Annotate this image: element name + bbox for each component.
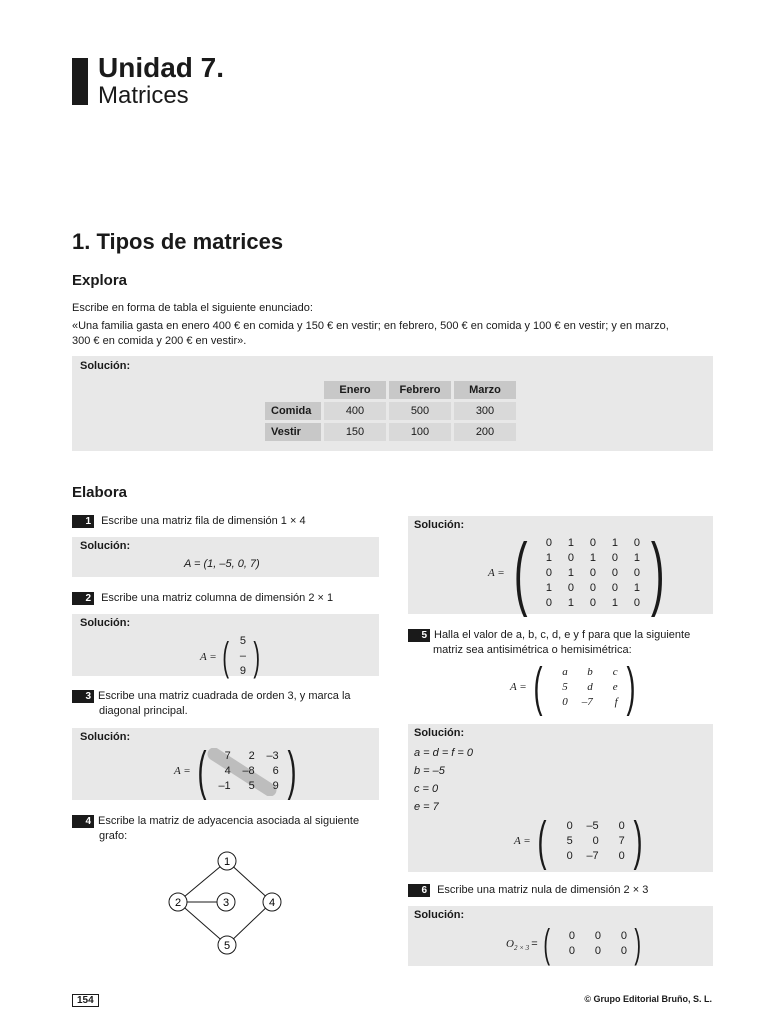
matrix-cell: 0 bbox=[594, 945, 601, 957]
matrix-cell: 0 bbox=[633, 596, 641, 609]
left-paren: ( bbox=[197, 741, 207, 801]
matrix-cell: 0 bbox=[562, 695, 568, 708]
left-paren: ( bbox=[222, 634, 229, 679]
matrix-cell: 0 bbox=[611, 551, 619, 564]
question-number: 5 bbox=[408, 629, 430, 642]
question-text: diagonal principal. bbox=[99, 705, 188, 717]
question-text: Escribe una matriz cuadrada de orden 3, y marca la bbox=[98, 690, 351, 702]
matrix-cell: 0 bbox=[566, 819, 573, 832]
solution-label: Solución: bbox=[80, 540, 131, 552]
table-header: Enero bbox=[324, 381, 386, 399]
svg-text:2: 2 bbox=[174, 897, 182, 909]
explora-heading: Explora bbox=[72, 272, 128, 289]
matrix-cell: 1 bbox=[633, 551, 641, 564]
matrix-cell: –8 bbox=[242, 764, 255, 777]
table-header: Marzo bbox=[454, 381, 516, 399]
matrix-cell: 0 bbox=[545, 566, 553, 579]
matrix-cell: 0 bbox=[633, 566, 641, 579]
matrix-cell: 0 bbox=[620, 945, 627, 957]
matrix-cell: 0 bbox=[594, 930, 601, 942]
matrix-cell: 0 bbox=[620, 930, 627, 942]
solution-label: Solución: bbox=[414, 909, 465, 921]
matrix-cell: 1 bbox=[567, 596, 575, 609]
matrix-cell: 0 bbox=[633, 536, 641, 549]
table-cell: 200 bbox=[454, 423, 516, 441]
explora-line3: 300 € en comida y 200 € en vestir». bbox=[72, 335, 247, 347]
matrix-cell: 1 bbox=[611, 596, 619, 609]
matrix-cell: 7 bbox=[224, 749, 231, 762]
matrix-cell: 1 bbox=[567, 566, 575, 579]
question-number: 3 bbox=[72, 690, 94, 703]
explora-line2: «Una familia gasta en enero 400 € en comida y 150 € en vestir; en febrero, 500 € en comida y 100 € en vestir; y en marzo, bbox=[72, 320, 669, 332]
solution-line: a = d = f = 0 bbox=[414, 747, 474, 759]
matrix-cell: 0 bbox=[589, 596, 597, 609]
solution-label: Solución: bbox=[414, 727, 465, 739]
graph-node bbox=[218, 852, 236, 870]
matrix-lhs: A = bbox=[174, 765, 191, 777]
question-text: Escribe una matriz nula de dimensión 2 × 3 bbox=[437, 884, 649, 896]
matrix-cell: 1 bbox=[545, 551, 553, 564]
q1-solution-box bbox=[72, 537, 379, 577]
matrix-cell: e bbox=[612, 680, 618, 693]
matrix-cell: 0 bbox=[568, 930, 575, 942]
q6-matrix bbox=[506, 924, 644, 964]
expenses-table bbox=[262, 378, 519, 444]
right-paren: ) bbox=[626, 657, 636, 717]
left-paren: ( bbox=[537, 811, 547, 871]
matrix-lhs: O bbox=[506, 938, 514, 950]
matrix-cell: 0 bbox=[592, 834, 599, 847]
matrix-cell: 1 bbox=[611, 536, 619, 549]
matrix-cell: 0 bbox=[567, 551, 575, 564]
left-paren: ( bbox=[513, 527, 528, 618]
matrix-lhs: A = bbox=[514, 835, 531, 847]
table-row-label: Comida bbox=[265, 402, 321, 420]
table-cell: 400 bbox=[324, 402, 386, 420]
matrix-lhs: A = bbox=[510, 681, 527, 693]
matrix-cell: 2 bbox=[248, 749, 255, 762]
q6-solution-box bbox=[408, 906, 713, 966]
matrix-cell: 0 bbox=[568, 945, 575, 957]
unit-subtitle: Matrices bbox=[98, 82, 189, 109]
question-4 bbox=[72, 814, 379, 844]
table-cell: 500 bbox=[389, 402, 451, 420]
question-3 bbox=[72, 689, 379, 719]
matrix-cell: c bbox=[612, 665, 618, 678]
question-text: grafo: bbox=[99, 830, 128, 842]
unit-bar bbox=[72, 58, 88, 105]
q5-solution-box bbox=[408, 724, 713, 872]
right-paren: ) bbox=[633, 811, 643, 871]
question-text: matriz sea antisimétrica o hemisimétrica: bbox=[433, 644, 632, 656]
table-cell: 300 bbox=[454, 402, 516, 420]
right-paren: ) bbox=[253, 634, 261, 679]
question-text: Halla el valor de a, b, c, d, e y f para que la siguiente bbox=[434, 629, 691, 641]
right-paren: ) bbox=[634, 922, 641, 966]
matrix-cell: 0 bbox=[618, 819, 625, 832]
question-text: Escribe una matriz fila de dimensión 1 × 4 bbox=[101, 515, 306, 527]
q2-solution-box bbox=[72, 614, 379, 679]
matrix-cell: 0 bbox=[589, 581, 597, 594]
matrix-cell: d bbox=[587, 680, 593, 693]
matrix-cell: 5 bbox=[566, 834, 573, 847]
solution-line: e = 7 bbox=[414, 801, 439, 813]
explora-line1: Escribe en forma de tabla el siguiente enunciado: bbox=[72, 302, 313, 314]
question-6 bbox=[408, 883, 648, 898]
elabora-heading: Elabora bbox=[72, 484, 128, 501]
table-header: Febrero bbox=[389, 381, 451, 399]
matrix-cell: 0 bbox=[618, 849, 625, 862]
solution-line: c = 0 bbox=[414, 783, 439, 795]
question-text: Escribe la matriz de adyacencia asociada al siguiente bbox=[98, 815, 360, 827]
question-text: Escribe una matriz columna de dimensión 2 × 1 bbox=[101, 592, 334, 604]
matrix-cell: –3 bbox=[266, 749, 279, 762]
q3-matrix bbox=[174, 741, 301, 801]
matrix-cell: f bbox=[614, 695, 618, 708]
right-paren: ) bbox=[287, 741, 297, 801]
matrix-cell: –5 bbox=[586, 819, 599, 832]
equals-sign: = bbox=[531, 938, 538, 950]
matrix-lhs-subscript: 2 × 3 bbox=[513, 944, 530, 952]
q3-solution-box bbox=[72, 728, 379, 800]
table-cell: 100 bbox=[389, 423, 451, 441]
publisher-credit: © Grupo Editorial Bruño, S. L. bbox=[584, 994, 712, 1004]
matrix-cell: 0 bbox=[545, 596, 553, 609]
left-paren: ( bbox=[533, 657, 543, 717]
svg-text:5: 5 bbox=[223, 940, 231, 952]
q1-answer: A = (1, –5, 0, 7) bbox=[184, 558, 260, 570]
q2-matrix bbox=[200, 634, 263, 679]
matrix-cell: –7 bbox=[586, 849, 599, 862]
solution-label: Solución: bbox=[80, 617, 131, 629]
right-paren: ) bbox=[650, 527, 665, 618]
graph-node bbox=[217, 893, 235, 911]
matrix-cell: 4 bbox=[224, 764, 231, 777]
matrix-cell: 6 bbox=[272, 764, 279, 777]
matrix-cell: b bbox=[587, 665, 593, 678]
adjacency-graph bbox=[160, 846, 290, 958]
solution-line: b = –5 bbox=[414, 765, 445, 777]
matrix-cell: 0 bbox=[589, 536, 597, 549]
solution-label: Solución: bbox=[80, 731, 131, 743]
matrix-cell: –1 bbox=[218, 779, 231, 792]
matrix-cell: 9 bbox=[272, 779, 279, 792]
svg-text:3: 3 bbox=[222, 897, 230, 909]
matrix-lhs: A = bbox=[200, 650, 217, 663]
q4-matrix bbox=[488, 527, 671, 618]
matrix-cell: 1 bbox=[567, 536, 575, 549]
matrix-cell: 0 bbox=[567, 581, 575, 594]
svg-text:1: 1 bbox=[223, 856, 231, 868]
matrix-cell: a bbox=[562, 665, 568, 678]
matrix-cell: 0 bbox=[566, 849, 573, 862]
matrix-cell: –9 bbox=[239, 650, 247, 677]
explora-solution-box bbox=[72, 356, 713, 451]
matrix-cell: 5 bbox=[562, 680, 568, 693]
left-paren: ( bbox=[542, 922, 550, 966]
matrix-cell: 0 bbox=[545, 536, 553, 549]
table-cell: 150 bbox=[324, 423, 386, 441]
matrix-cell: 1 bbox=[545, 581, 553, 594]
solution-label: Solución: bbox=[414, 519, 465, 531]
matrix-cell: –7 bbox=[581, 695, 593, 708]
matrix-lhs: A = bbox=[488, 567, 505, 579]
page-number: 154 bbox=[72, 994, 99, 1007]
graph-node bbox=[169, 893, 187, 911]
graph-node bbox=[218, 936, 236, 954]
question-number: 4 bbox=[72, 815, 94, 828]
matrix-cell: 0 bbox=[589, 566, 597, 579]
solution-label: Solución: bbox=[80, 360, 131, 372]
unit-title: Unidad 7. bbox=[98, 52, 225, 83]
matrix-cell: 7 bbox=[618, 834, 625, 847]
matrix-cell: 1 bbox=[633, 581, 641, 594]
matrix-cell: 5 bbox=[239, 635, 247, 647]
matrix-cell: 5 bbox=[248, 779, 255, 792]
question-1 bbox=[72, 514, 306, 529]
q5-solution-lines bbox=[414, 744, 473, 816]
section-title: 1. Tipos de matrices bbox=[72, 229, 284, 254]
question-5 bbox=[408, 628, 713, 658]
question-2 bbox=[72, 591, 333, 606]
question-number: 1 bbox=[72, 515, 94, 528]
table-row-label: Vestir bbox=[265, 423, 321, 441]
q4-solution-box bbox=[408, 516, 713, 618]
svg-text:4: 4 bbox=[268, 897, 276, 909]
q5-solution-matrix bbox=[514, 811, 647, 871]
matrix-cell: 0 bbox=[611, 566, 619, 579]
question-number: 2 bbox=[72, 592, 94, 605]
graph-node bbox=[263, 893, 281, 911]
matrix-cell: 1 bbox=[589, 551, 597, 564]
question-number: 6 bbox=[408, 884, 430, 897]
q5-matrix bbox=[510, 657, 640, 717]
matrix-cell: 0 bbox=[611, 581, 619, 594]
